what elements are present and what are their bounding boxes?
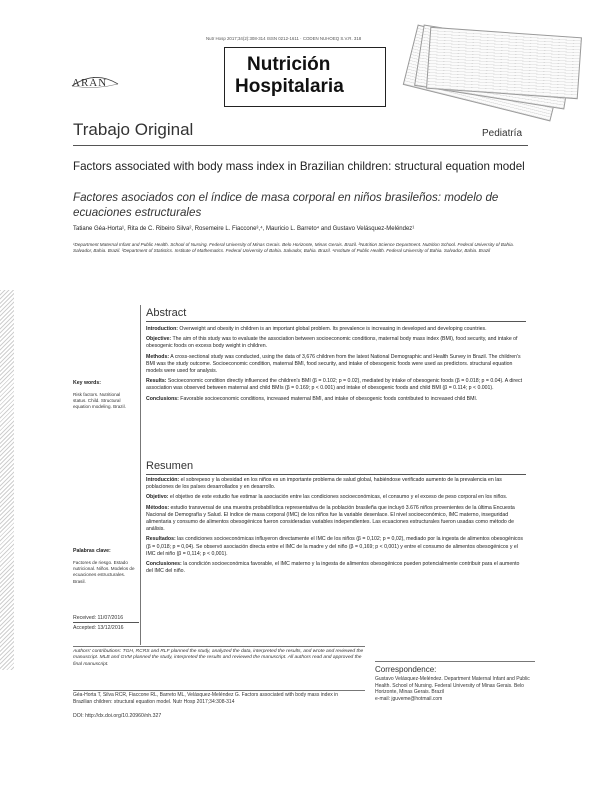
abstract-objective-label: Objective: xyxy=(146,336,172,343)
resumen-rule xyxy=(146,474,526,475)
received-date: Received: 11/07/2016 xyxy=(73,615,124,621)
specialty-label: Pediatría xyxy=(482,128,523,139)
abstract-heading: Abstract xyxy=(146,307,187,319)
publisher-logo-text: ARÁN xyxy=(72,77,108,89)
correspondence-email[interactable]: e-mail: jguveme@hotmail.com xyxy=(375,695,443,702)
title-english: Factors associated with body mass index in Brazilian children: structural equation model xyxy=(73,160,525,173)
resumen-results-label: Resultados: xyxy=(146,536,176,543)
journal-title-box xyxy=(224,47,386,107)
correspondence-text: Gustavo Velásquez-Meléndez. Department Maternal Infant and Public Health. School of Nursing. Federal University of Minas Gerais. Belo Horizonte, Minas Gerais. Brazil xyxy=(375,676,530,696)
abstract-intro-text: Overweight and obesity in children is an important global problem. Its prevalence is increasing in developed and developing countries. xyxy=(177,326,487,332)
citation: Géa-Horta T, Silva RCR, Fiaccone RL, Barreto ML, Velásquez-Meléndez G. Factors associated with body mass index in Brazilian children: structural equation model. Nutr Hosp 2017;34:308-314 xyxy=(73,692,339,705)
resumen-body xyxy=(146,477,526,575)
resumen-heading: Resumen xyxy=(146,460,194,472)
abstract-methods-text: A cross-sectional study was conducted, using the data of 3,676 children from the latest National Demographic and Health Survey in Brazil. The children's BMI was the study outcome. Socioeconomic condition, maternal BMI, food security, and intake of obesogenic foods were used as predictors. structural equation models were used for analysis. xyxy=(146,353,521,375)
resumen-conclusions-label: Conclusiones: xyxy=(146,561,182,568)
header-rule xyxy=(73,145,528,146)
resumen-methods-text: estudio transversal de una muestra probabilística representativa de la población brasileña que incluyó 3.676 niños provenientes de la última Encuesta Nacional de Demografía y Salud. El índice de masa corporal (IMC) de los niños fue la variable desenlace. El nivel socioeconómico, IMC materno, inseguridad alimentaria y consumo de alimentos obesogénicos fueron consideradas variables independientes. Las ecuaciones estructurales fueron usadas como método de análisis. xyxy=(146,504,515,533)
sidebar-hatch xyxy=(0,290,14,670)
keywords-heading: Key words: xyxy=(73,380,101,386)
dates-rule xyxy=(73,622,139,623)
resumen-conclusions-text: la condición socioeconómica favorable, el IMC materno y la ingesta de alimentos obesogénicos pueden potencialmente contribuir para el aumento del IMC del niño. xyxy=(146,561,520,575)
correspondence-heading: Correspondence: xyxy=(375,665,437,674)
journal-title-line2: Hospitalaria xyxy=(235,76,344,97)
resumen-results-text: las condiciones socioeconómicas influyeron directamente el IMC de los niños (β = 0,102; p = 0,02), mediado por la ingesta de alimentos obesogénicos (β = 0,018; p = 0,04). Se observó asociación directa entre el IMC de la madre y del niño (β = 0,169; p < 0,001) y entre el consumo de alimentos obesogénicos y el IMC del niño (β = 0,114; p < 0,001). xyxy=(146,536,523,557)
abstract-methods-label: Methods: xyxy=(146,353,170,360)
abstract-conclusions-label: Conclusions: xyxy=(146,395,179,402)
abstract-rule xyxy=(146,321,526,322)
palabras-clave-heading: Palabras clave: xyxy=(73,548,111,554)
article-type: Trabajo Original xyxy=(73,120,194,139)
keywords-text: Risk factors. Nutritional status. Child. Structural equation modeling. Brazil. xyxy=(73,392,126,410)
journal-reference: Nutr Hosp 2017;34(2):308-314 ISSN 0212-1611 · CODEN NUHOEQ S.V.R. 318 xyxy=(206,36,362,41)
doi-link[interactable]: DOI: http://dx.doi.org/10.20960/nh.327 xyxy=(73,713,162,719)
accepted-date: Accepted: 13/12/2016 xyxy=(73,625,124,631)
affiliations: ¹Department Maternal Infant and Public Health. School of Nursing. Federal University of Minas Gerais. Belo Horizonte, Minas Gerais. Brazil. ²Nutrition Science Department. Nutrition School. Federal University of Bahia. Salvador, Bahia. Brazil. ³Department of Statistics. Institute of Mathematics. Federal University of Bahia. Salvador, Bahia. Brazil. ⁴Institute of Public Health. Federal University of Bahia. Salvador, Bahia. Brazil xyxy=(73,242,514,254)
sidebar-vertical-rule xyxy=(140,305,141,645)
correspondence-box xyxy=(375,661,535,722)
abstract-body xyxy=(146,326,526,403)
abstract-results-label: Results: xyxy=(146,378,167,385)
contributions-box xyxy=(73,646,365,691)
publisher-logo xyxy=(70,72,120,96)
abstract-objective-text: The aim of this study was to evaluate the association between socioeconomic conditions, maternal body mass index (BMI), food security, and intake of obesogenic foods on excess body weight in children. xyxy=(146,336,518,350)
title-spanish: Factores asociados con el índice de masa corporal en niños brasileños: modelo de ecuaciones estructurales xyxy=(73,191,499,219)
resumen-intro-text: el sobrepeso y la obesidad en los niños es un importante problema de salud global, habiéndose verificado aumento de la prevalencia en las poblaciones de los países desarrollados y en desarrollo. xyxy=(146,477,502,491)
resumen-objective-label: Objetivo: xyxy=(146,494,169,501)
resumen-intro-label: Introducción: xyxy=(146,477,180,483)
palabras-clave-text: Factores de riesgo. Estado nutricional. Niños. Modelos de ecuaciones estructurales. Brasil. xyxy=(73,560,135,584)
journal-title-line1: Nutrición xyxy=(247,54,331,75)
journal-cover-illustration xyxy=(388,30,588,130)
resumen-methods-label: Métodos: xyxy=(146,504,170,511)
abstract-intro-label: Introduction: xyxy=(146,326,178,332)
resumen-objective-text: el objetivo de este estudio fue estimar la asociación entre las condiciones socioeconómicas, el consumo y el exceso de peso corporal en los niños. xyxy=(168,494,508,501)
abstract-results-text: Socioeconomic condition directly influenced the children's BMI (β = 0.102; p = 0.02), mediated by intake of obesogenic foods (β = 0.018; p = 0.04). A direct association was observed between maternal and child BMIs (β = 0.169; p < 0.001) and intake of obesogenic foods and child BMI (β = 0.114; p < 0.001). xyxy=(146,378,523,392)
author-contributions: Authors' contributions: TGH, RCRS and RLF planned the study, analyzed the data, interpreted the results, and wrote and reviewed the manuscript. MLB and GVM planned the study, interpreted the results and reviewed the manuscript. All authors read and approved the final manuscript. xyxy=(73,649,364,667)
abstract-conclusions-text: Favorable socioeconomic conditions, increased maternal BMI, and intake of obesogenic foods contributed to increased child BMI. xyxy=(178,395,478,402)
author-list: Tatiane Géa-Horta¹, Rita de C. Ribeiro Silva², Rosemeire L. Fiaccone³,⁴, Mauricio L. Barreto⁴ and Gustavo Velásquez-Meléndez¹ xyxy=(73,226,415,232)
